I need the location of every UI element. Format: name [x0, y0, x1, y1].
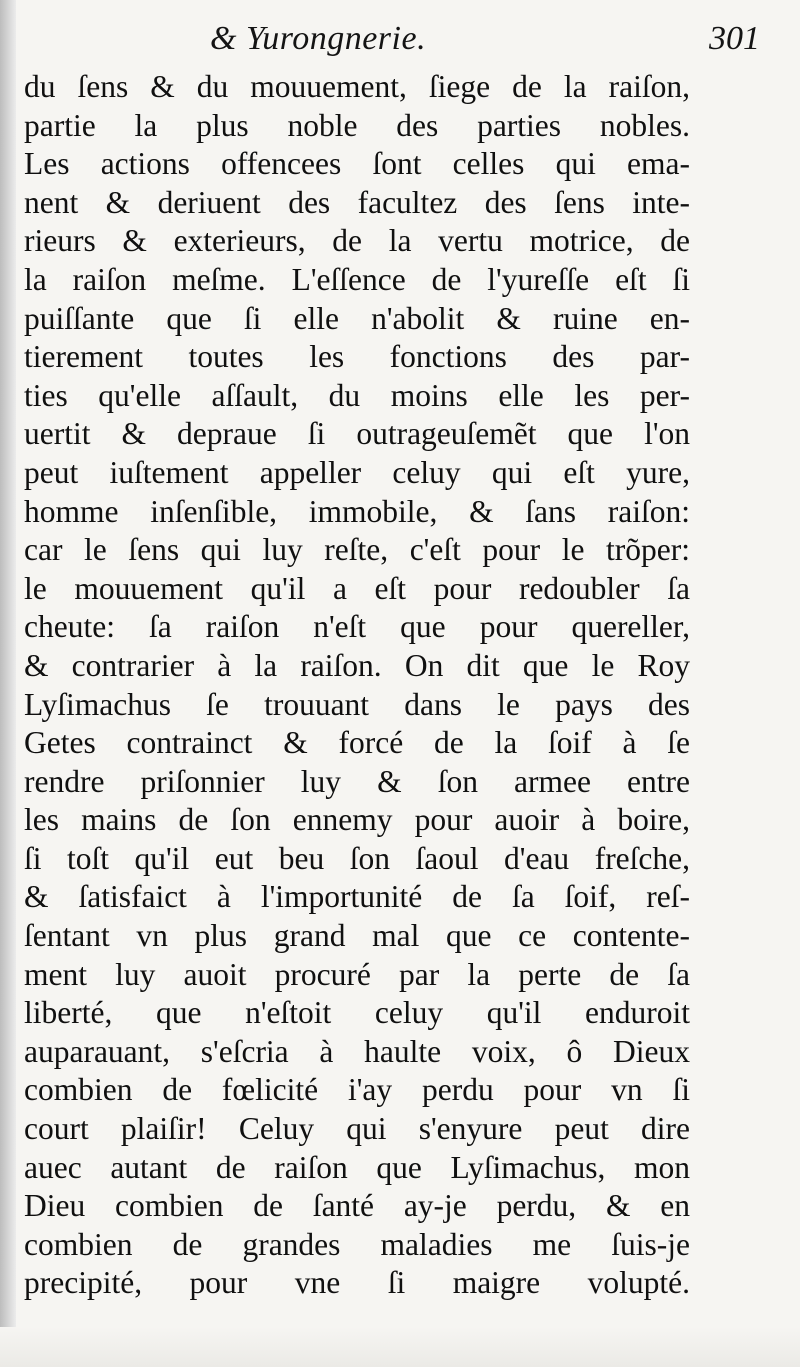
gutter-shadow — [0, 0, 16, 1367]
text-line: homme inſenſible, immobile, & ſans raiſon: — [24, 493, 690, 529]
text-line: ment luy auoit procuré par la perte de ſa — [24, 956, 690, 992]
body-text — [24, 68, 690, 1303]
text-line: precipité, pour vne ſi maigre volupté. — [24, 1265, 690, 1301]
page-number: 301 — [709, 20, 760, 57]
text-line: Lyſimachus ſe trouuant dans le pays des — [24, 686, 690, 722]
page-header — [60, 20, 760, 70]
text-line: ties qu'elle aſſault, du moins elle les per- — [24, 377, 690, 413]
text-line: auec autant de raiſon que Lyſimachus, mon — [24, 1149, 690, 1185]
text-line: les mains de ſon ennemy pour auoir à boire, — [24, 802, 690, 838]
text-line: ſentant vn plus grand mal que ce contente- — [24, 918, 690, 954]
text-line: du ſens & du mouuement, ſiege de la raiſon, — [24, 69, 690, 104]
text-line: uertit & depraue ſi outrageuſemẽt que l'on — [24, 416, 690, 452]
text-line: & contrarier à la raiſon. On dit que le Roy — [24, 647, 690, 683]
running-title: & Yurongnerie. — [210, 20, 427, 57]
text-line: la raiſon meſme. L'eſſence de l'yureſſe eſt ſi — [24, 261, 690, 297]
text-line: Dieu combien de ſanté ay-je perdu, & en — [24, 1188, 690, 1224]
text-line: puiſſante que ſi elle n'abolit & ruine en- — [24, 300, 690, 336]
text-line: cheute: ſa raiſon n'eſt que pour quereller, — [24, 609, 690, 645]
text-line: auparauant, s'eſcria à haulte voix, ô Dieux — [24, 1033, 690, 1069]
text-line: peut iuſtement appeller celuy qui eſt yure, — [24, 454, 690, 490]
text-line: ſi toſt qu'il eut beu ſon ſaoul d'eau freſche, — [24, 840, 690, 876]
page-bottom-edge — [0, 1327, 800, 1367]
text-line: & ſatisfaict à l'importunité de ſa ſoif, reſ- — [24, 879, 690, 915]
text-line: Getes contrainct & forcé de la ſoif à ſe — [24, 725, 690, 761]
text-line: court plaiſir! Celuy qui s'enyure peut dire — [24, 1111, 690, 1147]
text-line: Les actions offencees ſont celles qui ema- — [24, 146, 690, 182]
text-line: combien de grandes maladies me ſuis-je — [24, 1226, 690, 1262]
text-line: nent & deriuent des facultez des ſens inte- — [24, 184, 690, 220]
text-line: le mouuement qu'il a eſt pour redoubler ſa — [24, 570, 690, 606]
text-line: liberté, que n'eſtoit celuy qu'il enduroit — [24, 995, 690, 1031]
text-line: partie la plus noble des parties nobles. — [24, 107, 690, 143]
text-line: rieurs & exterieurs, de la vertu motrice, de — [24, 223, 690, 259]
text-line: car le ſens qui luy reſte, c'eſt pour le trõper: — [24, 532, 690, 568]
text-line: combien de fœlicité i'ay perdu pour vn ſi — [24, 1072, 690, 1108]
text-line: tierement toutes les fonctions des par- — [24, 339, 690, 375]
text-line: rendre priſonnier luy & ſon armee entre — [24, 763, 690, 799]
